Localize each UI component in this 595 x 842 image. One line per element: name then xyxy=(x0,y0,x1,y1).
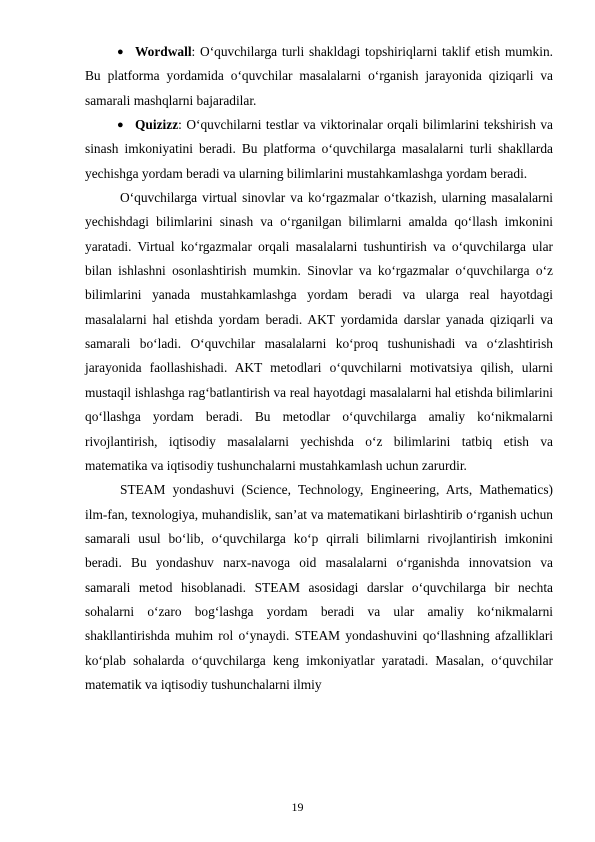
bullet-item-text xyxy=(85,113,553,186)
bullet-description: : O‘quvchilarni testlar va viktorinalar orqali bilimlarini tekshirish va sinash imkoniyatini beradi. Bu platforma o‘quvchilarga masalalarni turli shakllarda yechishga yordam beradi va ularning bilimlarini mustahkamlashga yordam beradi. xyxy=(85,117,553,181)
page-body xyxy=(85,40,553,697)
page-number: 19 xyxy=(291,800,304,814)
bullet-item-text xyxy=(85,40,553,113)
bullet-item-quizizz xyxy=(85,113,553,186)
bullet-description: : O‘quvchilarga turli shakldagi topshiriqlarni taklif etish mumkin. Bu platforma yordamida o‘quvchilar masalalarni o‘rganish jarayonida qiziqarli va samarali mashqlarni bajaradilar. xyxy=(85,44,553,108)
bullet-icon: ● xyxy=(117,119,124,132)
paragraph-steam: STEAM yondashuvi (Science, Technology, Engineering, Arts, Mathematics) ilm-fan, texnologiya, muhandislik, san’at va matematikani birlashtirib o‘rganish uchun samarali usul bo‘lib, o‘quvchilarga ko‘p qirrali bilimlarni rivojlantirish imkonini beradi. Bu yondashuv narx-navoga oid masalalarni o‘rganishda innovatsion va samarali metod hisoblanadi. STEAM asosidagi darslar o‘quvchilarga bir nechta sohalarni o‘zaro bog‘lashga yordam beradi va ular amaliy ko‘nikmalarni shakllantirishda muhim rol o‘ynaydi. STEAM yondashuvini qo‘llashning afzalliklari ko‘plab sohalarda o‘quvchilarga keng imkoniyatlar yaratadi. Masalan, o‘quvchilar matematik va iqtisodiy tushunchalarni ilmiy xyxy=(85,482,553,692)
bullet-item-wordwall xyxy=(85,40,553,113)
bullet-term: Wordwall xyxy=(135,44,192,59)
bullet-term: Quizizz xyxy=(135,117,179,133)
paragraph-virtual-sinovlar: O‘quvchilarga virtual sinovlar va ko‘rgazmalar o‘tkazish, ularning masalalarni yechishdagi bilimlarini sinash va o‘rganilgan bilimlarni amalda qo‘llash imkonini yaratadi. Virtual ko‘rgazmalar orqali masalalarni tushuntirish va o‘quvchilarga ular bilan ishlashni osonlashtirish mumkin. Sinovlar va ko‘rgazmalar o‘quvchilarga o‘z bilimlarini yanada mustahkamlashga yordam beradi va ularga real hayotdagi masalalarni hal etishda yordam beradi. AKT yordamida darslar yanada qiziqarli va samarali bo‘ladi. O‘quvchilar masalalarni ko‘proq tushunishadi va o‘zlashtirish jarayonida faollashishadi. AKT metodlari o‘quvchilarni motivatsiya qilish, ularni mustaqil ishlashga rag‘batlantirish va real hayotdagi masalalarni hal etishda bilimlarini qo‘llashga yordam beradi. Bu metodlar o‘quvchilarga amaliy ko‘nikmalarni rivojlantirish, iqtisodiy masalalarni yechishda o‘z bilimlarini tatbiq etish va matematika va iqtisodiy tushunchalarni mustahkamlash uchun zarurdir. xyxy=(85,190,553,473)
bullet-icon: ● xyxy=(117,46,124,58)
